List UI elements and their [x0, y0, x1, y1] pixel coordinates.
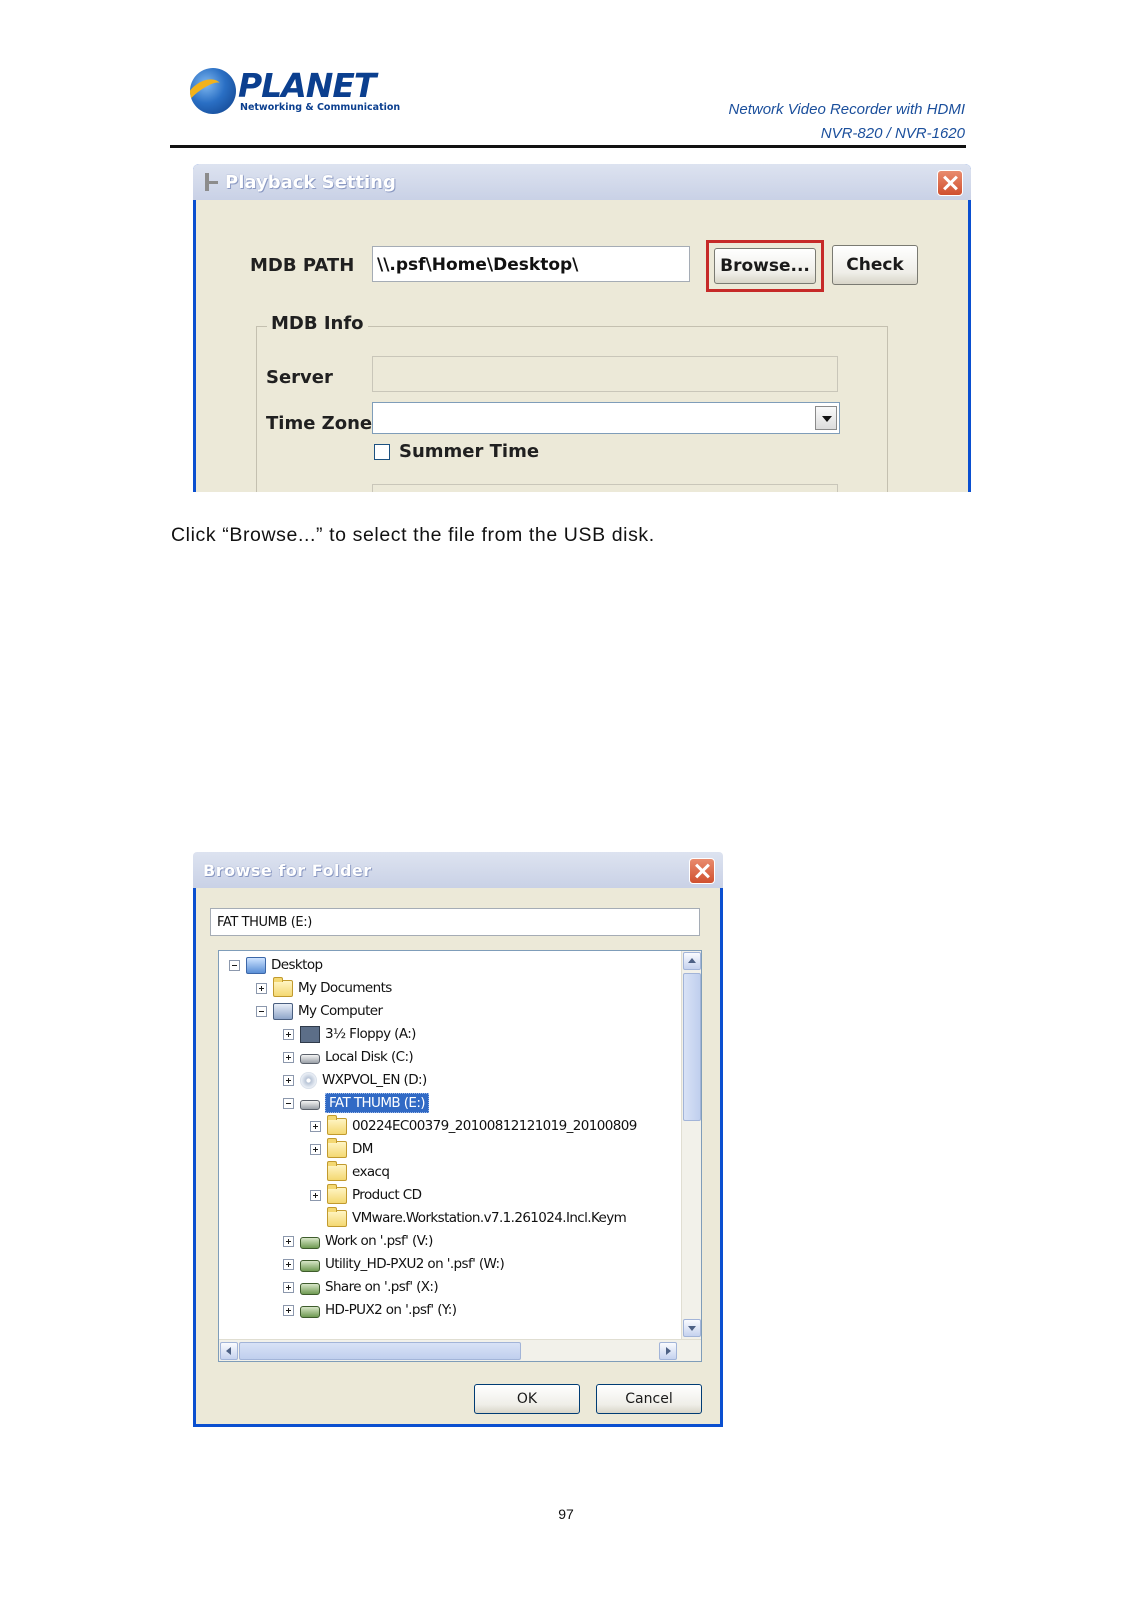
summer-time-label: Summer Time — [399, 441, 540, 462]
time-zone-select[interactable] — [372, 402, 840, 434]
selected-folder-field: FAT THUMB (E:) — [210, 908, 700, 936]
tree-item[interactable] — [283, 1069, 427, 1091]
header-divider — [170, 145, 966, 148]
tree-item[interactable] — [310, 1207, 626, 1229]
tree-item[interactable] — [256, 1000, 382, 1022]
folder-tree[interactable] — [218, 950, 702, 1362]
expand-plus-icon[interactable] — [310, 1144, 321, 1155]
header-product — [729, 98, 965, 146]
tree-item[interactable] — [283, 1253, 504, 1275]
window-app-icon — [203, 173, 219, 191]
expand-plus-icon[interactable] — [283, 1305, 294, 1316]
product-line: Network Video Recorder with HDMI — [728, 101, 965, 118]
browse-button[interactable]: Browse... — [714, 248, 816, 284]
folder-icon — [327, 1141, 347, 1158]
tree-item[interactable] — [283, 1046, 413, 1068]
tree-item[interactable] — [256, 977, 392, 999]
tree-item-label: 3½ Floppy (A:) — [325, 1026, 416, 1042]
logo-tagline: Networking & Communication — [240, 102, 401, 113]
tree-item-label: DM — [352, 1141, 373, 1157]
cropped-field — [372, 484, 838, 492]
playback-setting-window — [193, 164, 971, 492]
folder-icon — [327, 1210, 347, 1227]
tree-item[interactable] — [310, 1138, 373, 1160]
summer-time-checkbox[interactable] — [374, 444, 390, 460]
network-drive-icon — [300, 1306, 320, 1318]
planet-logo — [190, 66, 401, 116]
drive-icon — [300, 1100, 320, 1110]
playback-title-bar — [193, 164, 971, 200]
cd-icon — [300, 1072, 317, 1089]
folder-title-bar — [193, 852, 723, 888]
network-drive-icon — [300, 1283, 320, 1295]
time-zone-label: Time Zone — [266, 413, 373, 434]
instruction-caption: Click “Browse...” to select the file from the USB disk. — [171, 524, 655, 546]
tree-item-label: Utility_HD-PXU2 on '.psf' (W:) — [325, 1256, 505, 1272]
tree-item-label: Share on '.psf' (X:) — [325, 1279, 439, 1295]
drive-icon — [300, 1054, 320, 1064]
server-label: Server — [266, 367, 333, 388]
cancel-button[interactable]: Cancel — [596, 1384, 702, 1414]
expand-plus-icon[interactable] — [310, 1121, 321, 1132]
expand-plus-icon[interactable] — [256, 983, 267, 994]
folder-icon — [273, 980, 293, 997]
tree-item[interactable] — [229, 954, 322, 976]
tree-item-label: HD-PUX2 on '.psf' (Y:) — [325, 1302, 457, 1318]
desktop-icon — [246, 957, 266, 974]
collapse-minus-icon[interactable] — [283, 1098, 294, 1109]
scroll-up-icon[interactable] — [683, 952, 701, 970]
horizontal-scroll-thumb[interactable] — [239, 1342, 521, 1360]
spacer — [310, 1213, 321, 1224]
tree-item-label: Work on '.psf' (V:) — [325, 1233, 433, 1249]
tree-item-label: exacq — [352, 1164, 390, 1180]
folder-window-title: Browse for Folder — [203, 861, 372, 880]
tree-item-label: Desktop — [271, 957, 323, 973]
vertical-scrollbar[interactable] — [681, 951, 701, 1341]
network-drive-icon — [300, 1237, 320, 1249]
scroll-left-icon[interactable] — [220, 1342, 238, 1360]
mdb-path-input[interactable]: \\.psf\Home\Desktop\ — [372, 246, 690, 282]
tree-item[interactable] — [283, 1299, 456, 1321]
globe-icon — [190, 68, 236, 114]
model-line: NVR-820 / NVR-1620 — [820, 125, 965, 142]
folder-body — [196, 888, 720, 1424]
chevron-down-icon[interactable] — [815, 406, 837, 430]
tree-item-label: My Computer — [298, 1003, 383, 1019]
tree-item-label: 00224EC00379_20100812121019_20100809 — [352, 1118, 637, 1134]
playback-body — [196, 200, 968, 492]
tree-item[interactable] — [310, 1184, 421, 1206]
folder-icon — [327, 1164, 347, 1181]
tree-item-label: WXPVOL_EN (D:) — [322, 1072, 427, 1088]
server-field — [372, 356, 838, 392]
tree-item[interactable] — [310, 1161, 389, 1183]
tree-item[interactable] — [283, 1276, 438, 1298]
floppy-icon — [300, 1026, 320, 1043]
collapse-minus-icon[interactable] — [229, 960, 240, 971]
tree-item-label: My Documents — [298, 980, 392, 996]
close-icon[interactable] — [689, 858, 715, 884]
expand-plus-icon[interactable] — [283, 1075, 294, 1086]
page-number: 97 — [558, 1506, 574, 1522]
tree-item-label: Local Disk (C:) — [325, 1049, 414, 1065]
tree-item[interactable] — [310, 1115, 637, 1137]
tree-item[interactable] — [283, 1092, 429, 1114]
vertical-scroll-thumb[interactable] — [683, 973, 701, 1121]
folder-icon — [327, 1118, 347, 1135]
tree-item[interactable] — [283, 1230, 433, 1252]
browse-for-folder-window — [193, 852, 723, 1427]
horizontal-scrollbar[interactable] — [219, 1339, 702, 1361]
expand-plus-icon[interactable] — [283, 1259, 294, 1270]
logo-wordmark: PLANET — [238, 66, 376, 105]
check-button[interactable]: Check — [832, 245, 918, 285]
mdb-path-label: MDB PATH — [250, 255, 355, 276]
tree-item-label: Product CD — [352, 1187, 422, 1203]
tree-item[interactable] — [283, 1023, 416, 1045]
computer-icon — [273, 1003, 293, 1020]
tree-item-label: VMware.Workstation.v7.1.261024.Incl.Keym — [352, 1210, 627, 1226]
scroll-down-icon[interactable] — [683, 1319, 701, 1337]
expand-plus-icon[interactable] — [283, 1236, 294, 1247]
tree-item-label: FAT THUMB (E:) — [325, 1093, 429, 1113]
mdb-info-title: MDB Info — [267, 313, 368, 334]
close-icon[interactable] — [937, 170, 963, 196]
network-drive-icon — [300, 1260, 320, 1272]
scroll-right-icon[interactable] — [659, 1342, 677, 1360]
folder-icon — [327, 1187, 347, 1204]
collapse-minus-icon[interactable] — [256, 1006, 267, 1017]
ok-button[interactable]: OK — [474, 1384, 580, 1414]
expand-plus-icon[interactable] — [283, 1029, 294, 1040]
expand-plus-icon[interactable] — [310, 1190, 321, 1201]
expand-plus-icon[interactable] — [283, 1282, 294, 1293]
spacer — [310, 1167, 321, 1178]
expand-plus-icon[interactable] — [283, 1052, 294, 1063]
browse-highlight — [706, 240, 824, 292]
playback-window-title: Playback Setting — [225, 172, 396, 193]
